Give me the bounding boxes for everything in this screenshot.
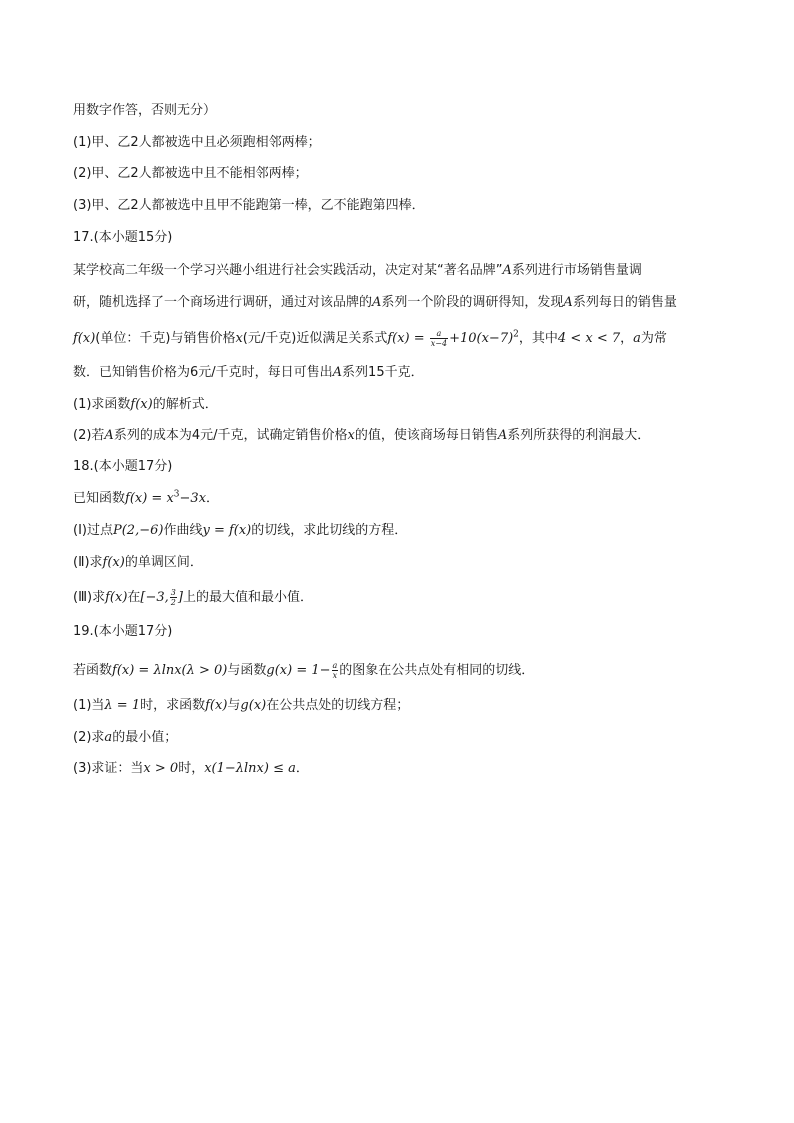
q18-stem: 已知函数$f(x) = x^3-3x$．	[73, 489, 220, 506]
q19-part-3: (3)求证：当x > 0时，x(1−λlnx) ≤ a．	[73, 761, 309, 776]
q17-stem-line-1: 某学校高二年级一个学习兴趣小组进行社会实践活动，决定对某“著名品牌”A系列进行市场销售量调	[73, 263, 642, 278]
q17-part-2: (2)若A系列的成本为4元/千克，试确定销售价格x的值，使该商场每日销售A系列所获得的利润最大．	[73, 428, 651, 443]
q18-part-1: (Ⅰ)过点P(2,−6)作曲线y = f(x)的切线，求此切线的方程．	[73, 523, 408, 538]
q17-part-1: (1)求函数f(x)的解析式．	[73, 397, 218, 412]
fraction-three-halves: $\frac{3}{2}$	[170, 588, 176, 607]
continuation-line: 用数字作答，否则无分）	[73, 103, 217, 118]
q18-part-2: (Ⅱ)求f(x)的单调区间．	[73, 555, 203, 570]
q17-stem-line-3: f(x)(单位：千克)与销售价格x(元/千克)近似满足关系式f(x) = $\frac{a}{x-4}$ $+10(x-7)^2$，其中4 < x < 7，a为常	[73, 329, 667, 348]
q18-heading: 18.(本小题17分)	[73, 459, 173, 474]
q19-stem: 若函数f(x) = λlnx(λ > 0)与函数g(x) = 1− $\frac{a}{x}$ 的图象在公共点处有相同的切线．	[73, 661, 535, 680]
fraction-a-over-x: $\frac{a}{x}$	[332, 661, 338, 680]
q17-stem-line-2: 研，随机选择了一个商场进行调研，通过对该品牌的A系列一个阶段的调研得知，发现A系列每日的销售量	[73, 295, 677, 310]
q19-part-1: (1)当λ = 1时，求函数f(x)与g(x)在公共点处的切线方程；	[73, 698, 410, 713]
q16-part-2: (2)甲、乙2人都被选中且不能相邻两棒；	[73, 166, 308, 181]
q16-part-1: (1)甲、乙2人都被选中且必须跑相邻两棒；	[73, 135, 321, 150]
q19-part-2: (2)求a的最小值；	[73, 730, 178, 745]
fraction-a-over-x-minus-4: $\frac{a}{x-4}$	[430, 329, 448, 348]
q16-part-3: (3)甲、乙2人都被选中且甲不能跑第一棒，乙不能跑第四棒．	[73, 198, 425, 213]
q17-heading: 17.(本小题15分)	[73, 230, 173, 245]
q17-stem-line-4: 数．已知销售价格为6元/千克时，每日可售出A系列15千克．	[73, 365, 424, 380]
q18-part-3: (Ⅲ)求f(x)在[−3, $\frac{3}{2}$ ]上的最大值和最小值．	[73, 588, 313, 607]
q19-heading: 19.(本小题17分)	[73, 624, 173, 639]
